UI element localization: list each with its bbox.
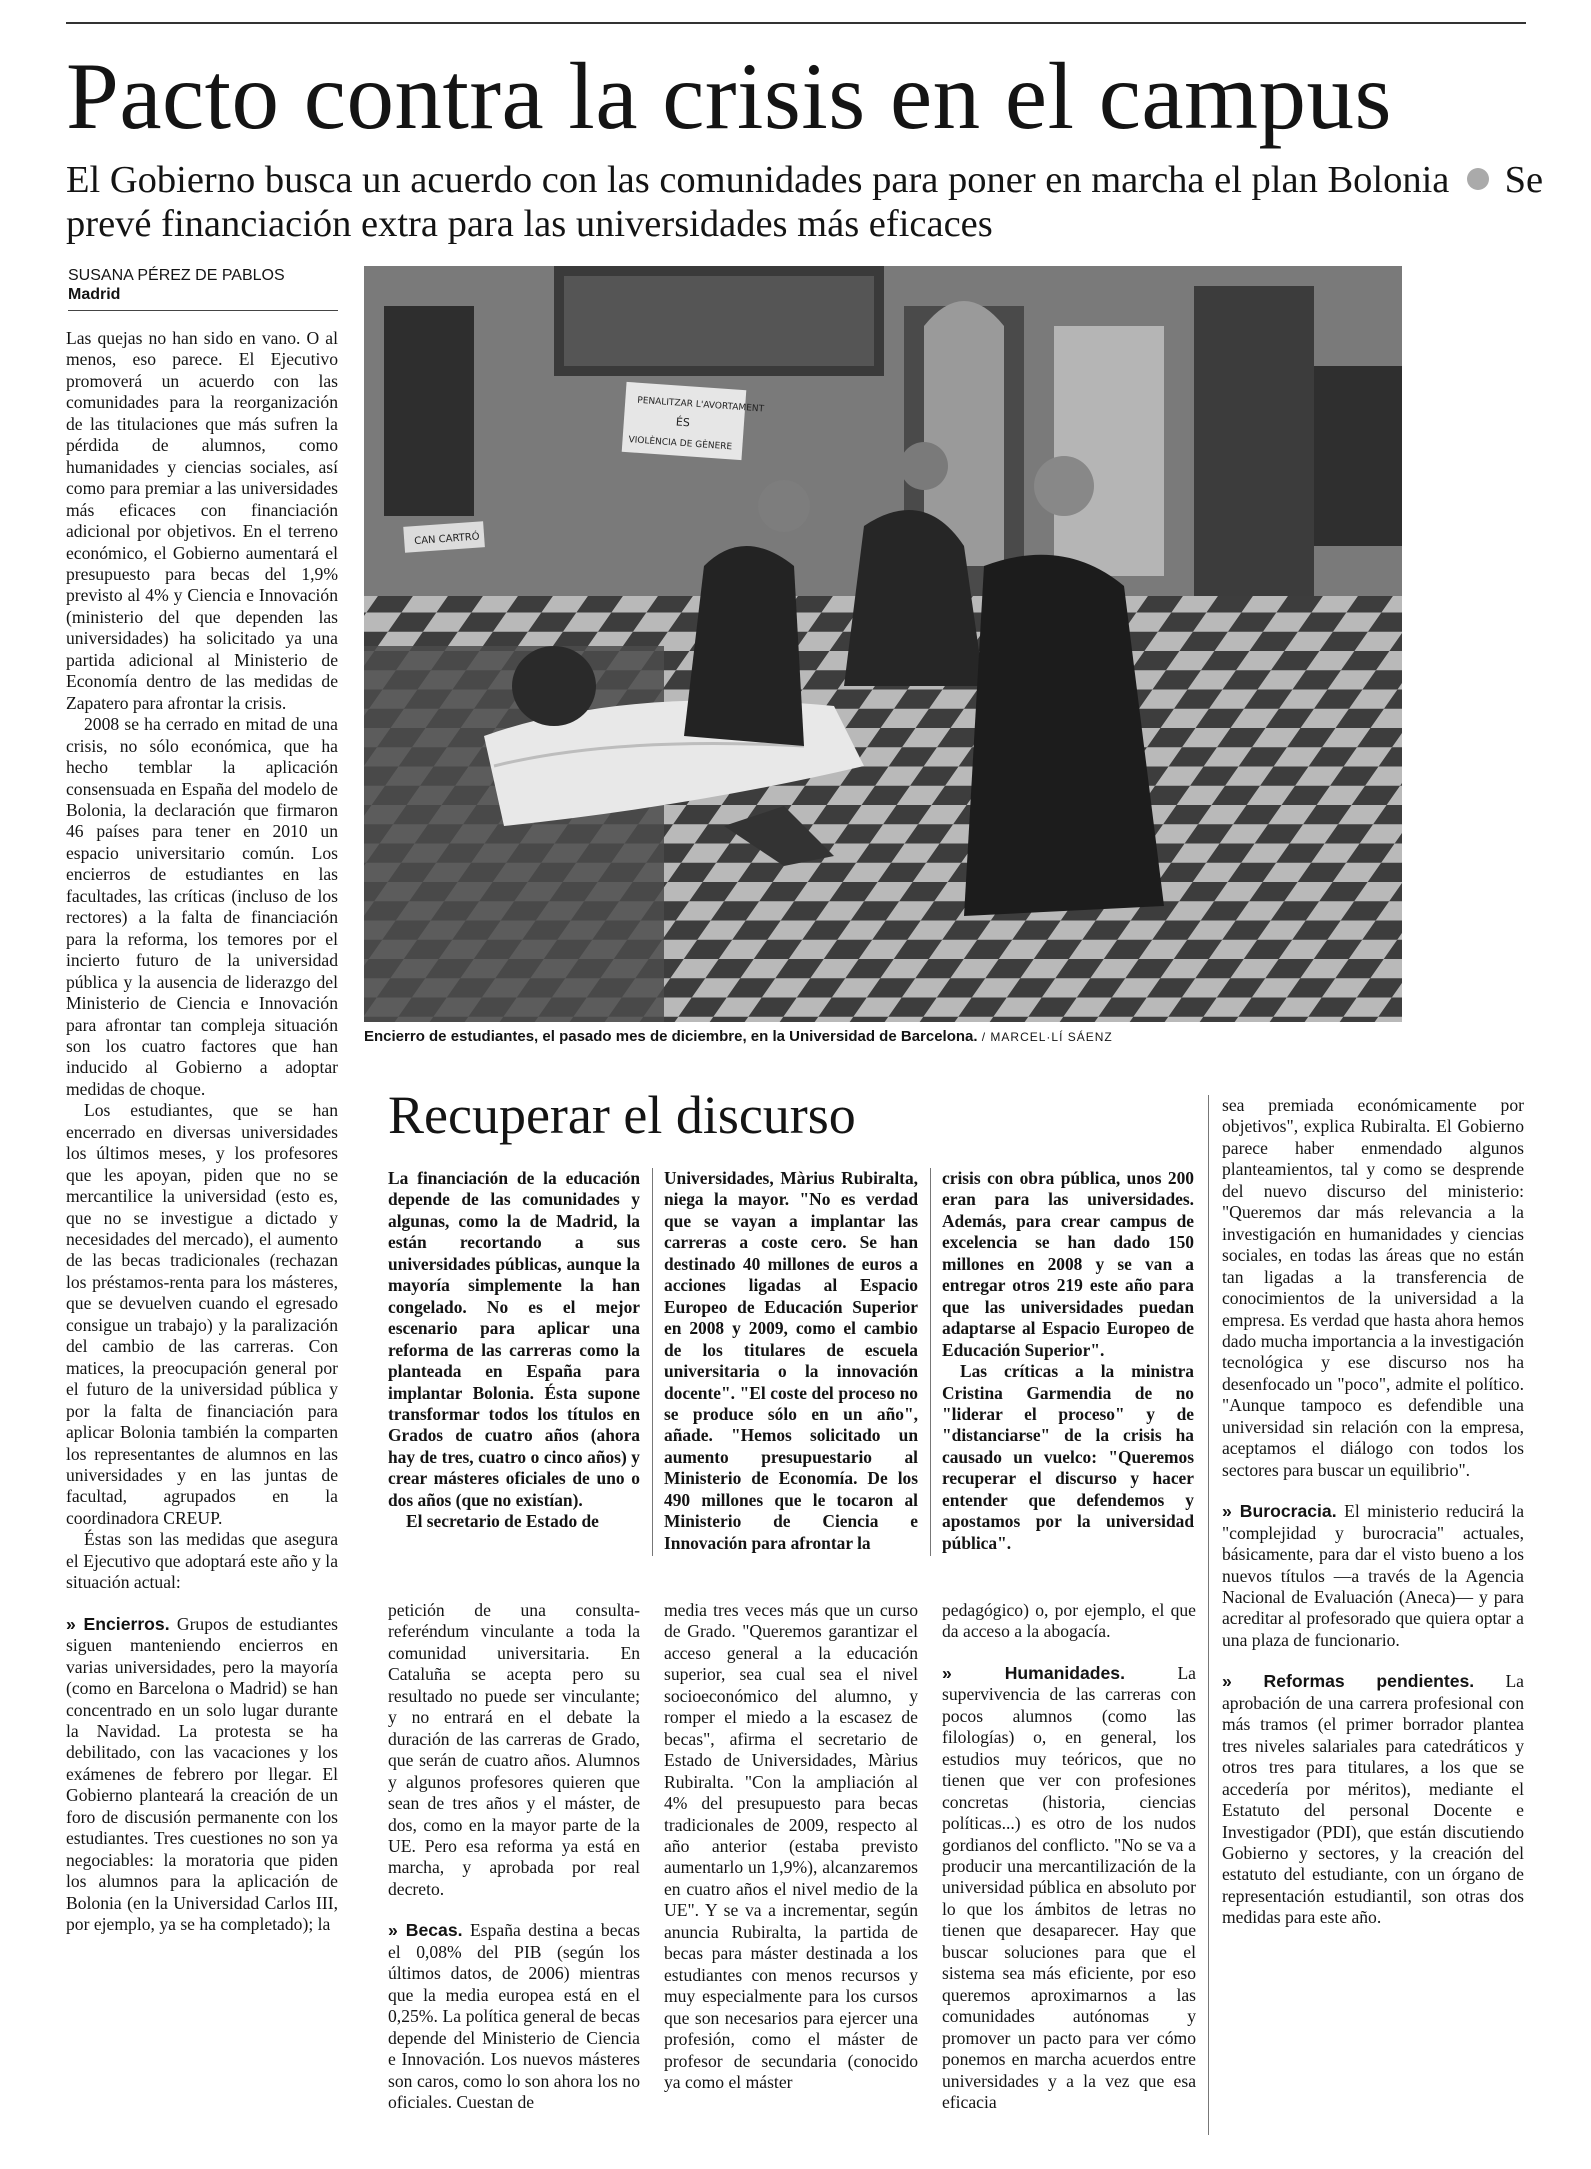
section-label-becas: » Becas. xyxy=(388,1920,463,1941)
headline: Pacto contra la crisis en el campus xyxy=(66,43,1392,149)
banner-text-3: VIOLÈNCIA DE GÈNERE xyxy=(628,435,733,453)
paragraph-burocracia xyxy=(1222,1501,1524,1651)
section-label-reformas: » Reformas pendientes. xyxy=(1222,1671,1475,1692)
photo-credit: / MARCEL·LÍ SÁENZ xyxy=(981,1030,1113,1044)
caption-text: Encierro de estudiantes, el pasado mes de diciembre, en la Universidad de Barcelona. xyxy=(364,1028,978,1045)
paragraph: 2008 se ha cerrado en mitad de una crisis, no sólo económica, que ha hecho temblar la aplicación consensuada en España del modelo de Bolonia, la declaración que firmaron 46 países para tener en 2010 un espacio universitario común. Los encierros de estudiantes en las facultades, las críticas (incluso de los rectores) a la falta de financiación para la reforma, los temores por el incierto futuro de la universidad pública y la ausencia de liderazgo del Ministerio de Ciencia e Innovación para afrontar tan compleja situación son los cuatro factores que han inducido al Gobierno a adoptar medidas de choque. xyxy=(66,714,338,1099)
paragraph: petición de una consulta-referéndum vinculante a toda la comunidad universitaria. En Cataluña se acepta pero su resultado no puede ser vinculante; y no entrará en el debate la duración de las carreras de Grado, que serán de cuatro años. Alumnos y algunos profesores quieren que sean de tres años y el máster, de dos, como en la mayor parte de la UE. Pero esa reforma ya está en marcha, y aprobada por real decreto. xyxy=(388,1600,640,1899)
sidebar-column-2 xyxy=(664,1168,918,1554)
paragraph: media tres veces más que un curso de Grado. "Queremos garantizar el acceso general a la educación superior, sea cual sea el nivel socioeconómico del alumno, y romper el miedo a la escasez de becas", afirma el secretario de Estado de Universidades, Màrius Rubiralta. "Con la ampliación al 4% del presupuesto para becas tradicionales de 2009, respecto al año anterior (estaba previsto aumentarlo un 1,9%), alcanzaremos en cuatro años el nivel medio de la UE". Y se va a incrementar, según anuncia Rubiralta, la partida de becas para máster destinada a los estudiantes con menos recursos y muy especialmente para los cursos que son necesarios para ejercer una profesión, como el máster de profesor de secundaria (conocido ya como el máster xyxy=(664,1600,918,2092)
paragraph: sea premiada económicamente por objetivos", explica Rubiralta. El Gobierno parece haber enmendado algunos planteamientos, tal y como se desprende del nuevo discurso del ministerio: "Queremos dar más relevancia a la investigación en humanidades y ciencias sociales, en todas las áreas que no están tan ligadas a la transferencia de conocimientos de la universidad a la empresa. Es verdad que hasta ahora hemos dado mucha importancia a la investigación tecnológica y ese discurso nos ha desenfocado un "poco", admite el político. "Aunque tampoco es defendible una universidad sin relación con la empresa, aceptamos el diálogo con todos los sectores para buscar un equilibrio". xyxy=(1222,1095,1524,1480)
author: SUSANA PÉREZ DE PABLOS xyxy=(68,267,285,284)
subheadline-part1: El Gobierno busca un acuerdo con las comunidades para poner en marcha el plan Bolonia xyxy=(66,159,1450,201)
paragraph: crisis con obra pública, unos 200 eran para las universidades. Además, para crear campus de excelencia se han dado 150 millones en 2008 y se van a entregar otros 219 este año para que las universidades puedan adaptarse al Espacio Europeo de Educación Superior". xyxy=(942,1168,1194,1360)
section-label-burocracia: » Burocracia. xyxy=(1222,1501,1337,1522)
section-text-humanidades: La supervivencia de las carreras con pocos alumnos (como las filologías) o, en general, los estudios muy teóricos, que no tienen que ver con profesiones concretas (historia, ciencias políticas...) es otro de los nudos gordianos del conflicto. "No se va a producir una mercantilización de la universidad pública en absoluto por lo que los ámbitos de letras no tienen que desaparecer. Hay que buscar soluciones para que el sistema sea más eficiente, por eso queremos aproximarnos a las comunidades autónomas y promover un pacto para ver cómo ponemos en marcha acuerdos entre universidades y a la vez que esa eficacia xyxy=(942,1662,1196,2112)
sidebar-column-1 xyxy=(388,1168,640,1533)
paragraph-encierros xyxy=(66,1614,338,1936)
paragraph: La financiación de la educación depende de las comunidades y algunas, como la de Madrid, la están recortando a sus universidades públicas, aunque la mayoría simplemente la han congelado. No es el mejor escenario para aplicar una reforma de las carreras como la planteada en España para implantar Bolonia. Ésta supone transformar todos los títulos en Grados de cuatro años (ahora hay de tres, cuatro o cinco años) y crear másteres oficiales de uno o dos años (que no existían). xyxy=(388,1168,640,1510)
paragraph: Las críticas a la ministra Cristina Garmendia de no "liderar el proceso" y de "distanciarse" de la crisis ha causado un vuelco: "Queremos recuperar el discurso y hacer entender que defendemos y apostamos por la universidad pública". xyxy=(942,1361,1194,1553)
paragraph: El secretario de Estado de xyxy=(406,1511,599,1532)
banner-text-2: ÉS xyxy=(675,415,691,430)
section-text-reformas: La aprobación de una carrera profesional con más tramos (el primer borrador plantea tres niveles salariales para catedráticos y otros tres para titulares, a los que se accedería por méritos), mediante el Estatuto del personal Docente e Investigador (PDI), que están discutiendo Gobierno y sectores, y la creación del estatuto del estudiante, con un órgano de representación estudiantil, son otras dos medidas para este año. xyxy=(1222,1671,1524,1928)
article-column-5 xyxy=(1222,1095,1524,1929)
section-label-encierros: » Encierros. xyxy=(66,1613,170,1634)
subheadline xyxy=(66,158,1546,246)
paragraph: Los estudiantes, que se han encerrado en diversas universidades los últimos meses, y los profesores que les apoyan, piden que no se mercantilice la universidad (esto es, que no se investigue a dictado y necesidades del mercado), el aumento de las becas tradicionales (rechazan los préstamos-renta para los másteres, que se devuelven cuando el egresado consigue un trabajo) y la paralización del cambio de las carreras. Con matices, la preocupación general por el futuro de la universidad pública y por la falta de financiación para aplicar Bolonia también la comparten los representantes de alumnos en las universidades y en las juntas de facultad, agrupados en la coordinadora CREUP. xyxy=(66,1100,338,1528)
photo-illustration xyxy=(364,266,1402,1022)
byline xyxy=(68,266,338,304)
section-text-encierros: Grupos de estudiantes siguen manteniendo encierros en varias universidades, pero la mayoría (como en Barcelona o Madrid) se han concentrado en un solo lugar durante la Navidad. La protesta se ha debilitado, con las vacaciones y los exámenes de febrero por llegar. El Gobierno planteará la creación de un foro de discusión permanente con los estudiantes. Tres cuestiones no son ya negociables: la moratoria que piden los alumnos para la aplicación de Bolonia (en la Universidad Carlos III, por ejemplo, ya se ha completado); la xyxy=(66,1613,338,1935)
photo xyxy=(364,266,1402,1022)
column-rule xyxy=(930,1168,931,1556)
byline-rule xyxy=(68,310,338,311)
paragraph: Universidades, Màrius Rubiralta, niega la mayor. "No es verdad que se vayan a implantar las carreras a coste cero. Se han destinado 40 millones de euros a acciones ligadas al Espacio Europeo de Educación Superior en 2008 y 2009, como el cambio de los titulares de escuela universitaria o la innovación docente". "El coste del proceso no se produce sólo en un año", añade. "Hemos solicitado un aumento presupuestario al Ministerio de Economía. De los 490 millones que le tocaron al Ministerio de Ciencia e Innovación para afrontar la xyxy=(664,1168,918,1553)
section-text-becas: España destina a becas el 0,08% del PIB (según los últimos datos, de 2006) mientras que la media europea está en el 0,25%. La política general de becas depende del Ministerio de Ciencia e Innovación. Los nuevos másteres son caros, como lo son ahora los no oficiales. Cuestan de xyxy=(388,1920,640,2112)
section-text-burocracia: El ministerio reducirá la "complejidad y burocracia" actuales, básicamente, para dar el visto bueno a los nuevos títulos —a través de la Agencia Nacional de Evaluación (Aneca)— y para acreditar al profesorado que quiera optar a una plaza de funcionario. xyxy=(1222,1501,1525,1650)
subheadline-part2: Se prevé financiación extra para las universidades más eficaces xyxy=(66,159,1544,245)
paragraph: Éstas son las medidas que asegura el Ejecutivo que adoptará este año y la situación actual: xyxy=(66,1529,338,1593)
photo-caption xyxy=(364,1027,1404,1047)
article-column-3 xyxy=(664,1600,918,2093)
banner-text-1: PENALITZAR L'AVORTAMENT xyxy=(636,395,765,415)
sidebar-column-3 xyxy=(942,1168,1194,1554)
article-column-1 xyxy=(66,328,338,1936)
paragraph-humanidades xyxy=(942,1663,1196,2114)
column-rule xyxy=(1208,1095,1209,2135)
paragraph-reformas xyxy=(1222,1671,1524,1928)
paragraph: pedagógico) o, por ejemplo, el que da acceso a la abogacía. xyxy=(942,1600,1196,1642)
paragraph-becas xyxy=(388,1920,640,2113)
sidebar-title: Recuperar el discurso xyxy=(388,1085,856,1145)
bullet-dot-icon xyxy=(1467,168,1489,190)
sign-text: CAN CARTRÓ xyxy=(413,531,481,548)
column-rule xyxy=(652,1168,653,1556)
article-column-4 xyxy=(942,1600,1196,2113)
paragraph: Las quejas no han sido en vano. O al menos, eso parece. El Ejecutivo promoverá un acuerdo con las comunidades para la reorganización de las titulaciones que más sufren la pérdida de alumnos, como humanidades y ciencias sociales, así como para premiar a las universidades más eficaces con financiación adicional por objetivos. En el terreno económico, el Gobierno aumentará el presupuesto para becas del 1,9% previsto al 4% y Ciencia e Innovación (ministerio del que dependen las universidades) ha solicitado ya una partida adicional al Ministerio de Economía dentro de las medidas de Zapatero para afrontar la crisis. xyxy=(66,328,338,713)
article-column-2 xyxy=(388,1600,640,2113)
section-label-humanidades: » Humanidades. xyxy=(942,1662,1125,1683)
dateline: Madrid xyxy=(68,286,121,303)
top-rule xyxy=(66,22,1526,24)
